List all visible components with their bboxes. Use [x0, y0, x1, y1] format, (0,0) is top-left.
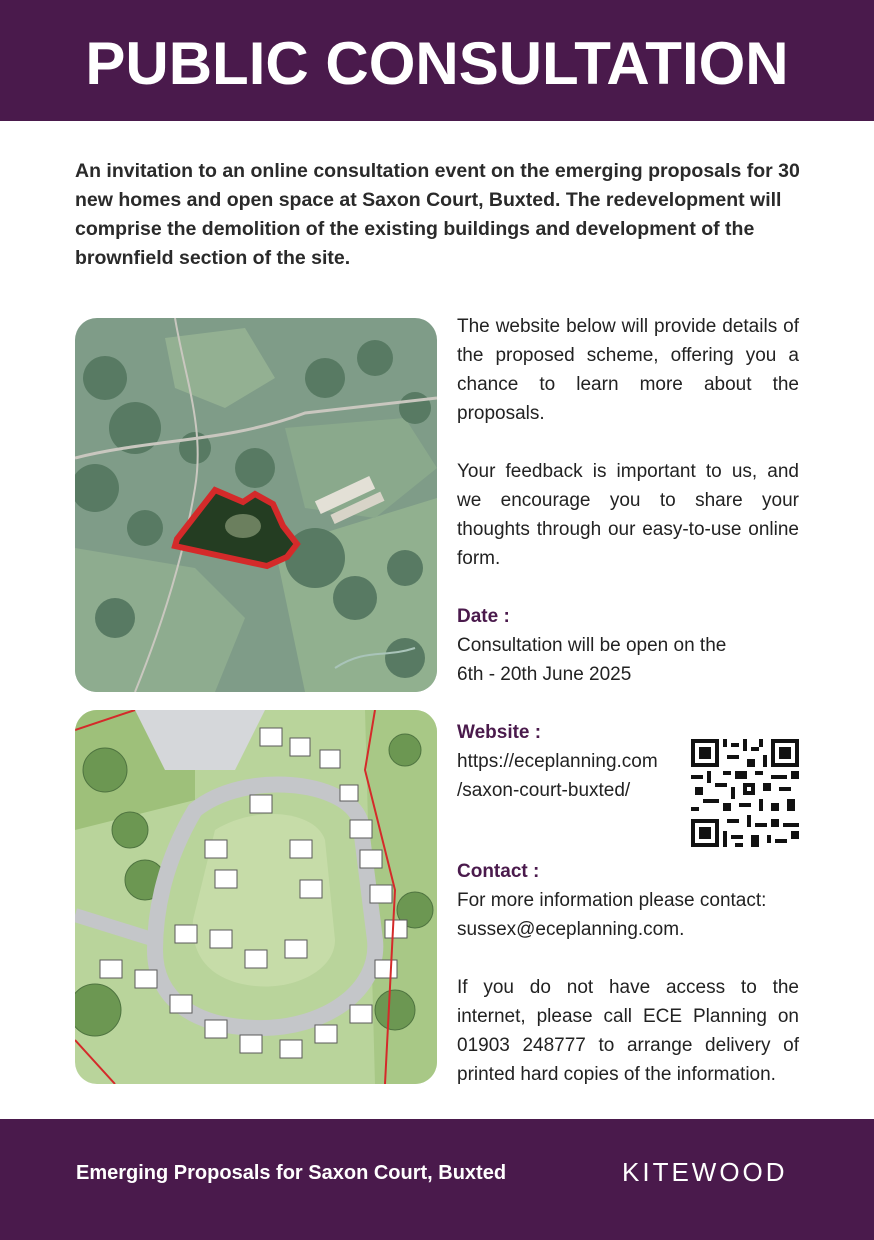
intro-text: An invitation to an online consultation event on the emerging proposals for 30 new homes and open space at Saxon Court, Buxted. The redevelopment will comprise the demolition of the existing buildings and development of the brownfield section of the site.: [75, 160, 800, 269]
kitewood-logo: KITEWOOD: [622, 1157, 788, 1187]
footer-title: Emerging Proposals for Saxon Court, Buxted: [76, 1162, 507, 1184]
website-label: Website :: [457, 722, 542, 743]
aerial-site-photo: [75, 318, 437, 692]
contact-line-1: For more information please contact:: [457, 890, 767, 911]
masterplan-illustration: [75, 710, 437, 1084]
info-column: [457, 312, 799, 1089]
website-link-line-2[interactable]: /saxon-court-buxted/: [457, 780, 631, 801]
date-label: Date :: [457, 606, 510, 627]
date-line-2: 6th - 20th June 2025: [457, 664, 632, 685]
website-link-line-1[interactable]: https://eceplanning.com: [457, 751, 658, 772]
page-title: PUBLIC CONSULTATION: [85, 30, 789, 97]
website-description: The website below will provide details of the proposed scheme, offering you a chance to learn more about the proposals.: [457, 316, 799, 424]
qr-code-icon[interactable]: [691, 739, 799, 847]
contact-label: Contact :: [457, 861, 540, 882]
date-line-1: Consultation will be open on the: [457, 635, 727, 656]
no-internet-paragraph: If you do not have access to the internet, please call ECE Planning on 01903 248777 to arrange delivery of printed hard copies of the information.: [457, 977, 799, 1085]
header-band: [0, 0, 874, 121]
feedback-paragraph: Your feedback is important to us, and we encourage you to share your thoughts through our easy-to-use online form.: [457, 461, 799, 569]
contact-email[interactable]: sussex@eceplanning.com.: [457, 919, 685, 940]
